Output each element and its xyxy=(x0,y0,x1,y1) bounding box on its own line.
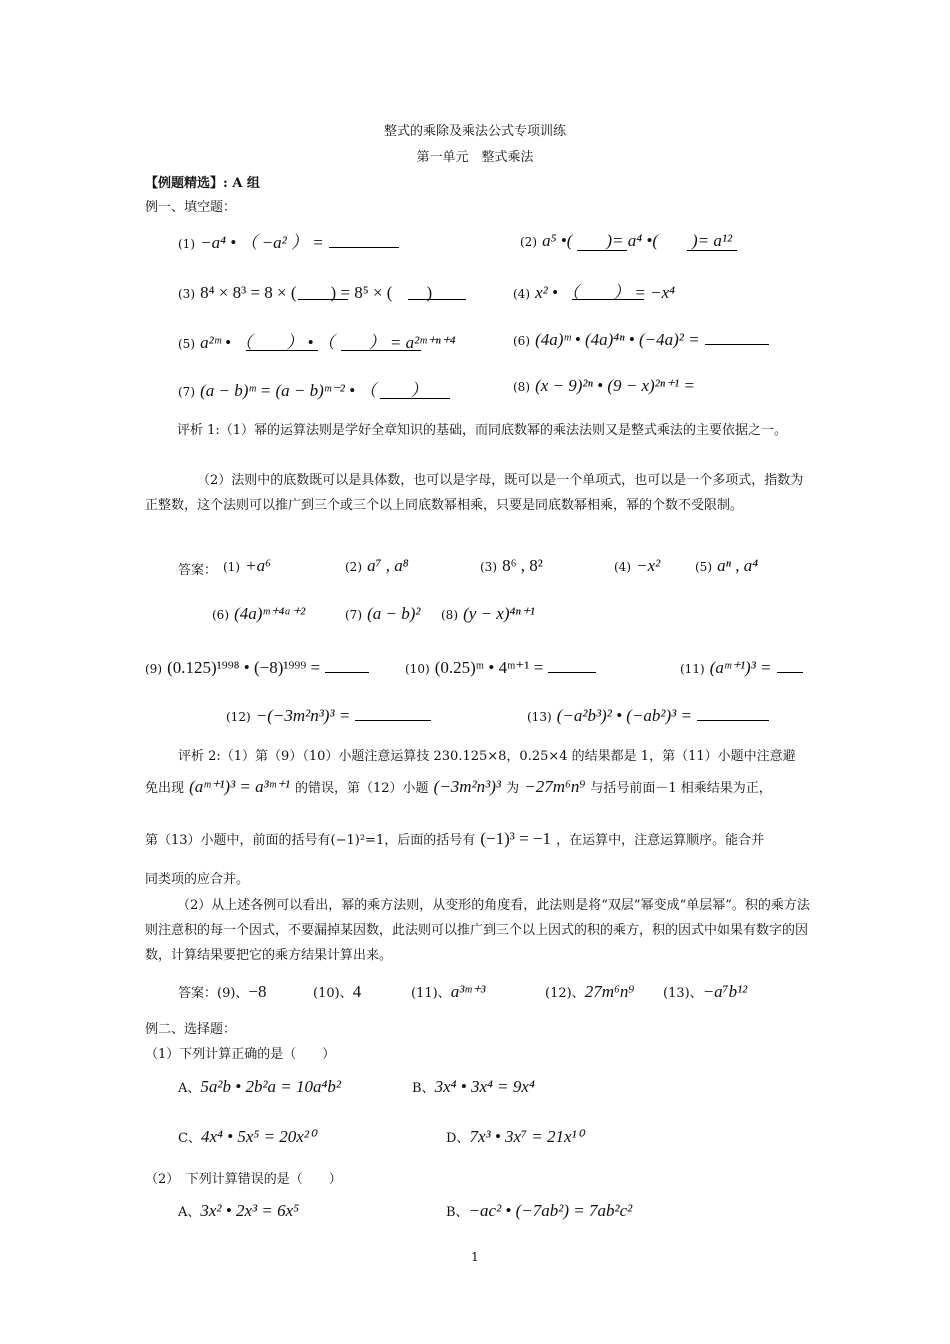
answer-blank[interactable] xyxy=(577,250,627,251)
answer-13 xyxy=(663,982,747,1002)
item-label: (9) xyxy=(145,662,162,676)
comment-2-paragraph-2: （2）从上述各例可以看出，幂的乘方法则，从变形的角度看，此法则是将“双层”幂变成“单层幂”。积的乘方法则注意积的每一个因式，不要漏掉某因数，此法则可以推广到三个以上因式的积的乘方，积的因式中如果有数字的因数，计算结果要把它的乘方结果计算出来。 xyxy=(145,898,810,963)
math-expression: −a⁴ • （ −a² ） = xyxy=(200,233,324,252)
example-two-title: 例二、选择题： xyxy=(145,1022,237,1037)
comment-2-line-2 xyxy=(145,777,772,797)
answer-blank[interactable] xyxy=(697,704,769,721)
answer-8 xyxy=(441,604,535,624)
math-expression: 8⁴ × 8³ = 8 × ( ) = 8⁵ × ( ) xyxy=(200,283,433,302)
fill-item-13 xyxy=(527,704,769,726)
question-2-stem: （2） 下列计算错误的是（ ） xyxy=(145,1172,342,1187)
math-expression: 3x⁴ • 3x⁴ = 9x⁴ xyxy=(434,1077,535,1096)
answer-1 xyxy=(223,556,271,576)
item-label: (8) xyxy=(513,380,530,394)
item-label: (1) xyxy=(178,237,195,251)
answer-blank[interactable] xyxy=(777,656,803,673)
answer-6 xyxy=(212,604,305,624)
answer-label: (10)、 xyxy=(313,986,353,1001)
answer-blank[interactable] xyxy=(572,299,644,300)
item-label: (13) xyxy=(527,710,552,724)
answer-label: (11)、 xyxy=(411,986,451,1001)
math-expression: (4a)ᵐ⁺⁴ᵃ⁺² xyxy=(234,604,306,623)
math-expression: x² • （ ） = −x⁴ xyxy=(535,283,676,302)
answer-10 xyxy=(313,982,361,1002)
item-label: (2) xyxy=(520,235,537,249)
question-1-option-d[interactable] xyxy=(446,1127,583,1147)
answer-blank[interactable] xyxy=(329,231,399,248)
math-expression: (4a)ᵐ • (4a)⁴ⁿ • (−4a)² = xyxy=(535,330,700,349)
item-label: (11) xyxy=(680,662,705,676)
answer-2 xyxy=(345,556,409,576)
math-expression: −8 xyxy=(248,982,267,1001)
answer-label: (12)、 xyxy=(545,986,585,1001)
answer-label: (2) xyxy=(345,560,362,574)
item-label: (3) xyxy=(178,287,195,301)
math-expression: −(−3m²n³)³ = xyxy=(255,706,351,725)
unit-subtitle: 第一单元 整式乘法 xyxy=(416,150,534,165)
question-1-stem: （1）下列计算正确的是（ ） xyxy=(145,1047,336,1062)
answer-blank[interactable] xyxy=(687,250,737,251)
comment-text: 为 xyxy=(506,781,520,796)
answer-blank[interactable] xyxy=(380,398,450,399)
answer-label: (4) xyxy=(614,560,631,574)
math-expression: a²ᵐ • （ ） • （ ） = a²ᵐ⁺ⁿ⁺⁴ xyxy=(200,333,456,352)
comment-1-paragraph-2: （2）法则中的底数既可以是具体数，也可以是字母，既可以是一个单项式，也可以是一个多项式，指数为正整数，这个法则可以推广到三个或三个以上同底数幂相乘，只要是同底数幂相乘，幂的个数不受限制。 xyxy=(145,473,804,513)
fill-item-9 xyxy=(145,656,369,678)
math-expression: 7x³ • 3x⁷ = 21x¹⁰ xyxy=(469,1127,584,1146)
question-2-option-a[interactable] xyxy=(178,1201,299,1221)
option-label: B、 xyxy=(446,1205,469,1220)
answer-label: (1) xyxy=(223,560,240,574)
math-expression: −a⁷b¹² xyxy=(702,982,748,1001)
answer-label: (7) xyxy=(345,608,362,622)
math-expression: −x² xyxy=(636,556,661,575)
question-1-option-a[interactable] xyxy=(178,1077,341,1097)
answer-5 xyxy=(695,556,758,576)
answer-blank[interactable] xyxy=(408,299,466,300)
fill-item-2 xyxy=(520,226,732,251)
math-expression: (aᵐ⁺¹)³ = a³ᵐ⁺¹ xyxy=(189,777,290,796)
fill-item-8 xyxy=(513,376,695,396)
item-label: (4) xyxy=(513,287,530,301)
math-expression: a³ᵐ⁺³ xyxy=(450,982,486,1001)
comment-text: 的错误，第（12）小题 xyxy=(295,781,429,796)
page-number: 1 xyxy=(471,1250,479,1264)
math-expression: −ac² • (−7ab²) = 7ab²c² xyxy=(468,1201,633,1220)
answers-2-row xyxy=(178,982,267,1002)
section-heading: 【例题精选】: A 组 xyxy=(145,176,260,191)
comment-2-line-4: 同类项的应合并。 xyxy=(145,872,250,887)
answer-label: (8) xyxy=(441,608,458,622)
math-expression: +a⁶ xyxy=(245,556,271,575)
math-expression: (0.25)ᵐ • 4ᵐ⁺¹ = xyxy=(434,658,544,677)
answer-blank[interactable] xyxy=(355,704,431,721)
comment-text: ，在运算中，注意运算顺序。能合并 xyxy=(556,833,765,848)
answer-label: (3) xyxy=(480,560,497,574)
item-label: (10) xyxy=(405,662,430,676)
answer-3 xyxy=(480,556,543,576)
answer-label: (5) xyxy=(695,560,712,574)
math-expression: a⁷ , a⁸ xyxy=(367,556,409,575)
math-expression: (−a²b³)² • (−ab²)³ = xyxy=(556,706,692,725)
comment-text: 免出现 xyxy=(145,781,185,796)
comment-text: 第（13）小题中，前面的括号有(−1)²=1，后面的括号有 xyxy=(145,833,476,848)
option-label: A、 xyxy=(178,1081,201,1096)
math-expression: (aᵐ⁺¹)³ = xyxy=(709,658,772,677)
math-expression: (a − b)² xyxy=(367,604,421,623)
answer-7 xyxy=(345,604,420,624)
fill-item-12 xyxy=(226,704,431,726)
answer-4 xyxy=(614,556,660,576)
fill-item-11 xyxy=(680,656,803,678)
answer-blank[interactable] xyxy=(325,656,369,673)
math-expression: a⁵ •( )= a⁴ •( )= a¹² xyxy=(542,231,733,250)
answer-label: 答案：(9)、 xyxy=(178,986,249,1001)
item-label: (7) xyxy=(178,385,195,399)
math-expression: 4 xyxy=(352,982,362,1001)
math-expression: 5a²b • 2b²a = 10a⁴b² xyxy=(200,1077,342,1096)
question-1-option-c[interactable] xyxy=(178,1127,316,1147)
math-expression: 27m⁶n⁹ xyxy=(584,982,635,1001)
page-title: 整式的乘除及乘法公式专项训练 xyxy=(383,124,566,139)
comment-2-line-1: 评析 2:（1）第（9）（10）小题注意运算技 230.125×8，0.25×4 的结果都是 1，第（11）小题中注意避 xyxy=(178,749,796,764)
example-one-title: 例一、填空题： xyxy=(145,200,237,215)
answer-blank[interactable] xyxy=(246,350,318,351)
answer-12 xyxy=(545,982,634,1002)
answer-blank[interactable] xyxy=(705,328,769,345)
math-expression: (0.125)¹⁹⁹⁸ • (−8)¹⁹⁹⁹ = xyxy=(167,658,321,677)
fill-item-10 xyxy=(405,656,596,678)
answers-label: 答案： xyxy=(178,563,218,578)
comment-2-line-3 xyxy=(145,829,764,849)
comment-text: 与括号前面－1 相乘结果为正， xyxy=(590,781,772,796)
option-label: C、 xyxy=(178,1131,201,1146)
math-expression: aⁿ , a⁴ xyxy=(717,556,759,575)
comment-1-paragraph-1: 评析 1:（1）幂的运算法则是学好全章知识的基础，而同底数幂的乘法法则又是整式乘法的主要依据之一。 xyxy=(177,423,788,438)
option-label: B、 xyxy=(412,1081,435,1096)
answer-blank[interactable] xyxy=(548,656,596,673)
answer-blank[interactable] xyxy=(298,299,348,300)
item-label: (5) xyxy=(178,337,195,351)
math-expression: 3x² • 2x³ = 6x⁵ xyxy=(200,1201,300,1220)
answer-11 xyxy=(411,982,485,1002)
fill-item-6 xyxy=(513,328,769,350)
math-expression: (x − 9)²ⁿ • (9 − x)²ⁿ⁺¹ = xyxy=(535,376,695,395)
math-expression: (y − x)⁴ⁿ⁺¹ xyxy=(463,604,535,623)
answer-label: (13)、 xyxy=(663,986,703,1001)
math-expression: 4x⁴ • 5x⁵ = 20x²⁰ xyxy=(200,1127,316,1146)
item-label: (6) xyxy=(513,334,530,348)
option-label: A、 xyxy=(178,1205,201,1220)
math-expression: (−3m²n³)³ xyxy=(433,777,502,796)
fill-item-1 xyxy=(178,228,399,253)
item-label: (12) xyxy=(226,710,251,724)
question-1-option-b[interactable] xyxy=(412,1077,535,1097)
answer-blank[interactable] xyxy=(341,350,421,351)
math-expression: 8⁶ , 8² xyxy=(502,556,543,575)
math-expression: (−1)³ = −1 xyxy=(480,829,552,848)
math-expression: −27m⁶n⁹ xyxy=(524,777,586,796)
answer-label: (6) xyxy=(212,608,229,622)
question-2-option-b[interactable] xyxy=(446,1201,632,1221)
math-expression: (a − b)ᵐ = (a − b)ᵐ⁻² • （ ） xyxy=(200,381,428,400)
option-label: D、 xyxy=(446,1131,470,1146)
